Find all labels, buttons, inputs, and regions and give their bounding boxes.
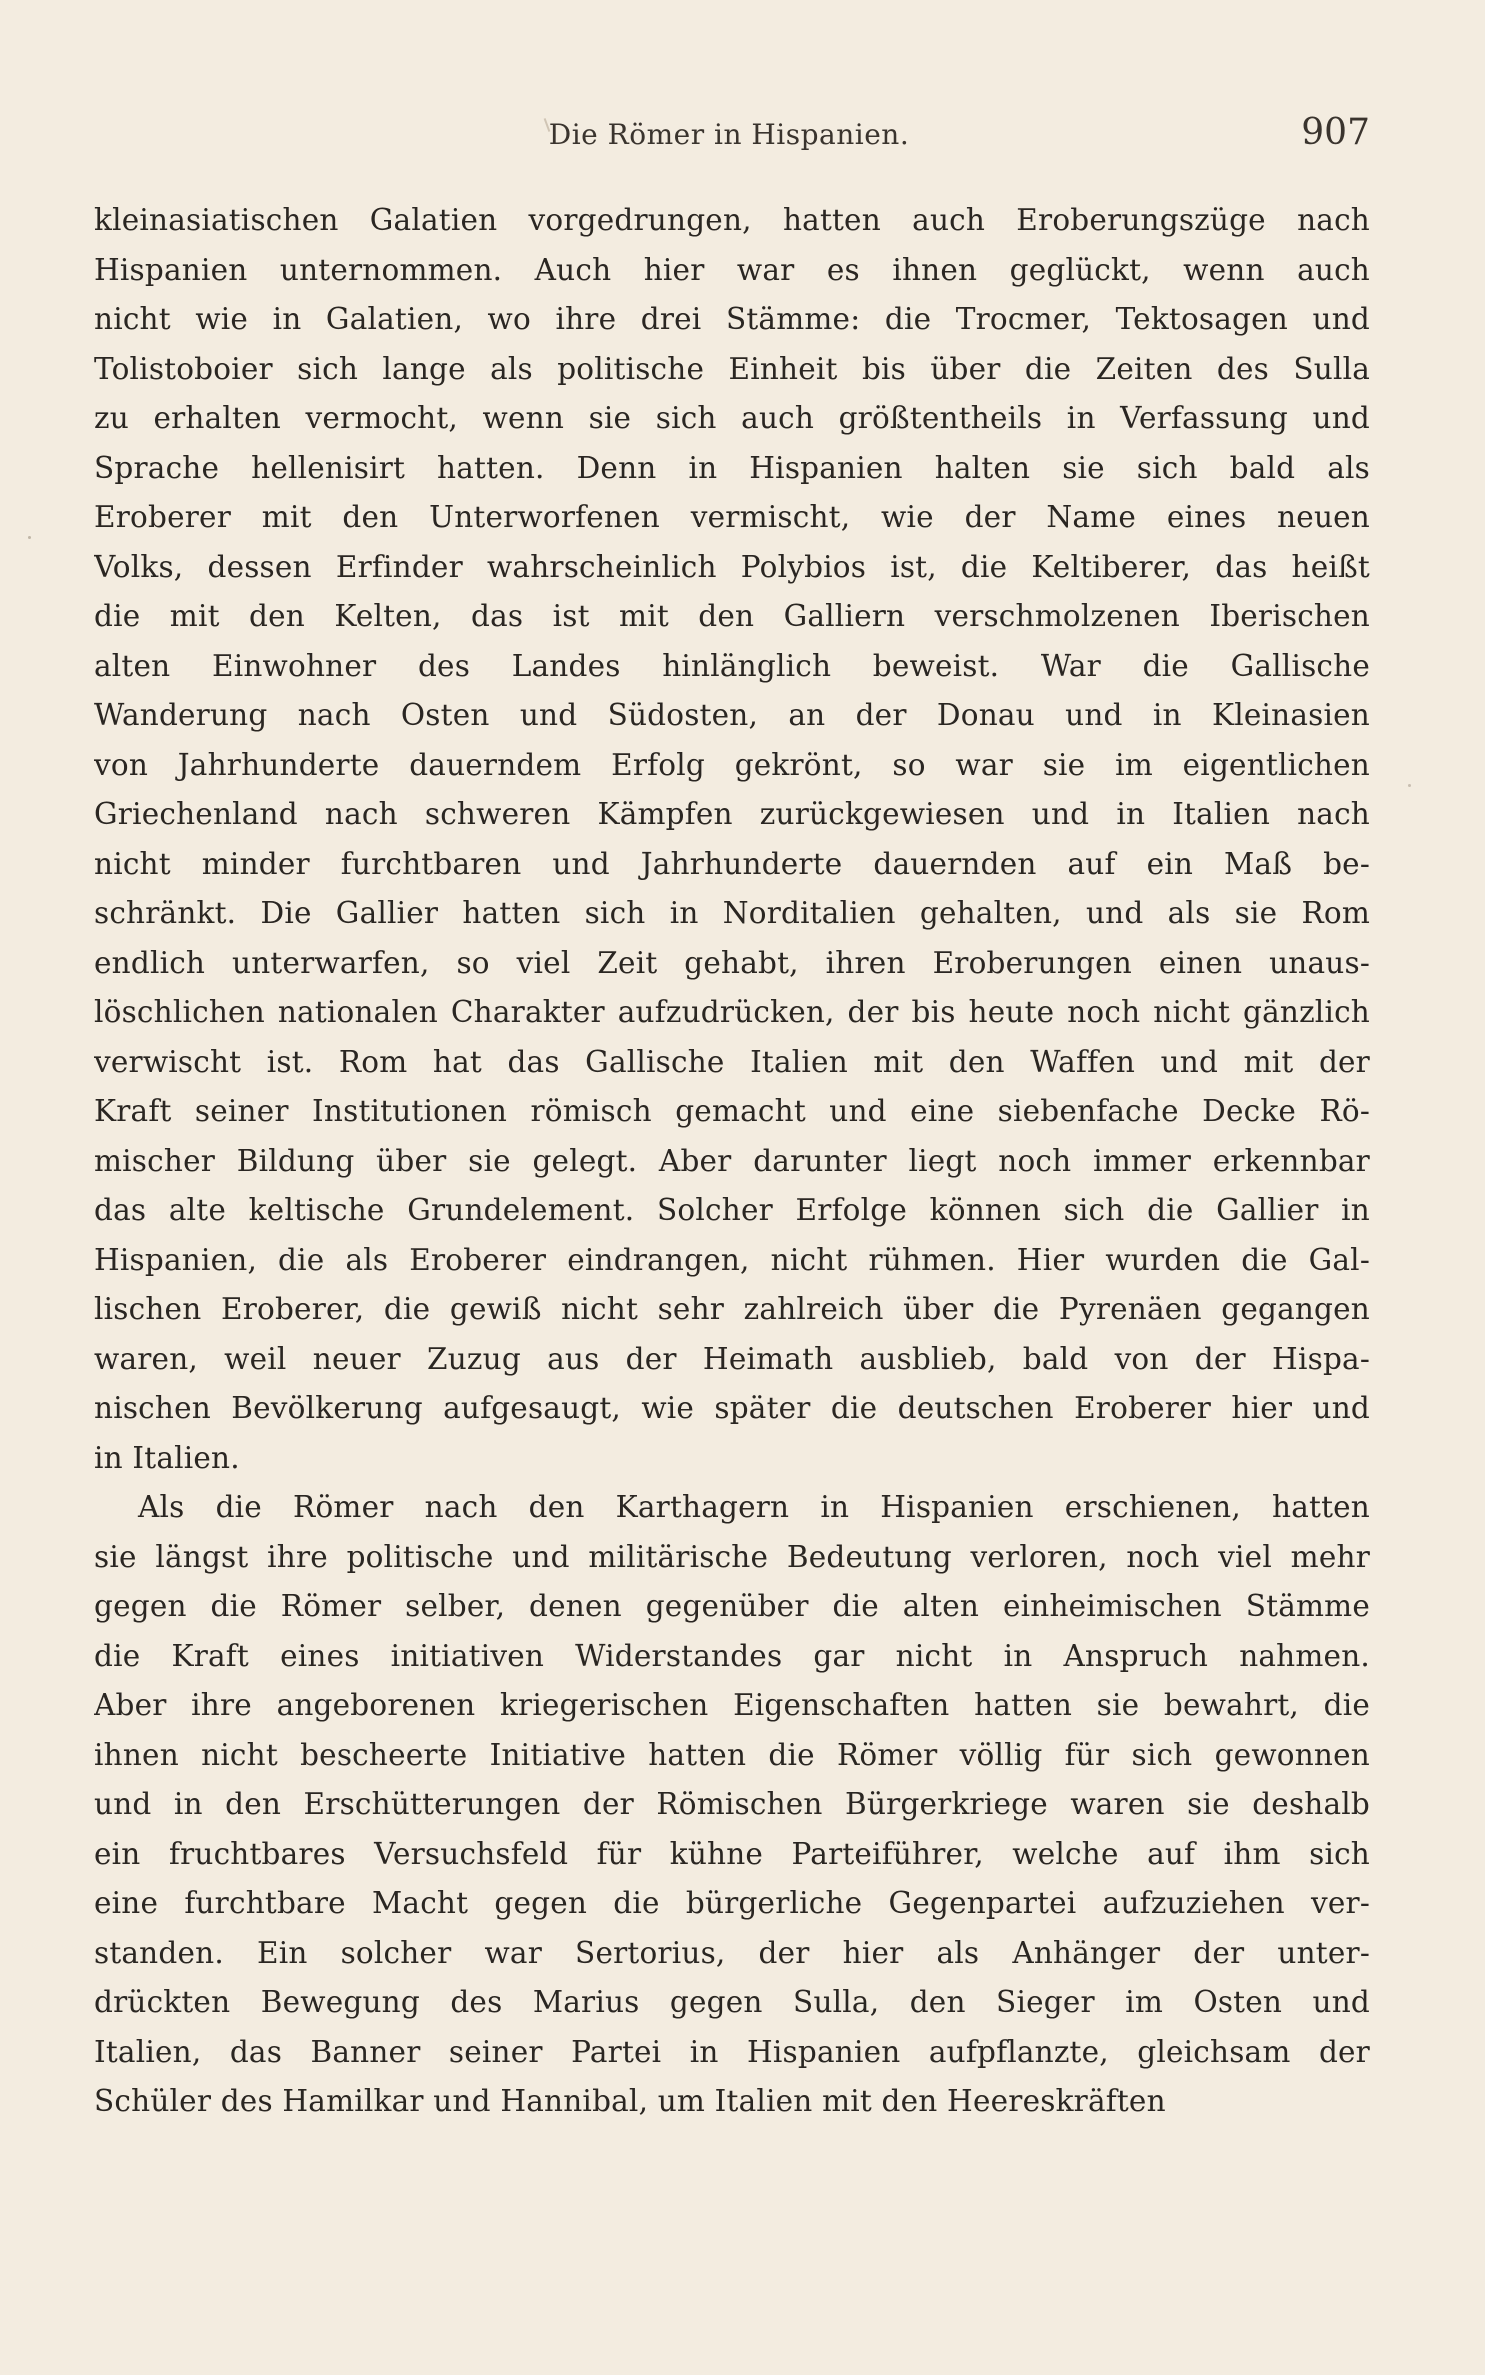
text-line: lischen Eroberer, die gewiß nicht sehr zahlreich über die Pyrenäen gegangen xyxy=(94,1292,1370,1326)
paper-speck xyxy=(1408,784,1411,787)
text-line: Als die Römer nach den Karthagern in Hispanien erschienen, hatten xyxy=(138,1490,1370,1524)
text-line: eine furchtbare Macht gegen die bürgerliche Gegenpartei aufzuziehen ver- xyxy=(94,1886,1370,1920)
text-line: Volks, dessen Erfinder wahrscheinlich Polybios ist, die Keltiberer, das heißt xyxy=(94,549,1370,584)
text-line: endlich unterwarfen, so viel Zeit gehabt, ihren Eroberungen einen unaus- xyxy=(94,945,1370,980)
text-line: die mit den Kelten, das ist mit den Galliern verschmolzenen Iberischen xyxy=(94,599,1370,633)
paper-speck xyxy=(28,536,31,539)
text-line: Griechenland nach schweren Kämpfen zurückgewiesen und in Italien nach xyxy=(94,797,1370,831)
text-line: mischer Bildung über sie gelegt. Aber darunter liegt noch immer erkennbar xyxy=(94,1143,1370,1178)
text-line: verwischt ist. Rom hat das Gallische Italien mit den Waffen und mit der xyxy=(94,1044,1370,1079)
text-line: gegen die Römer selber, denen gegenüber die alten einheimischen Stämme xyxy=(94,1589,1370,1623)
text-line: Schüler des Hamilkar und Hannibal, um Italien mit den Heereskräften xyxy=(94,2084,1166,2118)
text-line: Aber ihre angeborenen kriegerischen Eigenschaften hatten sie bewahrt, die xyxy=(94,1688,1370,1722)
text-line: waren, weil neuer Zuzug aus der Heimath ausblieb, bald von der Hispa- xyxy=(94,1341,1370,1376)
text-line: löschlichen nationalen Charakter aufzudrücken, der bis heute noch nicht gänzlich xyxy=(94,995,1370,1029)
text-line: sie längst ihre politische und militärische Bedeutung verloren, noch viel mehr xyxy=(94,1539,1370,1574)
text-line: alten Einwohner des Landes hinlänglich beweist. War die Gallische xyxy=(94,648,1370,683)
text-line: Wanderung nach Osten und Südosten, an der Donau und in Kleinasien xyxy=(94,698,1370,732)
text-line: drückten Bewegung des Marius gegen Sulla, den Sieger im Osten und xyxy=(94,1985,1370,2019)
text-line: und in den Erschütterungen der Römischen Bürgerkriege waren sie deshalb xyxy=(94,1787,1370,1821)
text-line: kleinasiatischen Galatien vorgedrungen, hatten auch Eroberungszüge nach xyxy=(94,203,1370,237)
body-text xyxy=(94,196,1370,2127)
text-line: ihnen nicht bescheerte Initiative hatten die Römer völlig für sich gewonnen xyxy=(94,1737,1370,1772)
text-line: standen. Ein solcher war Sertorius, der hier als Anhänger der unter- xyxy=(94,1935,1370,1970)
text-line: in Italien. xyxy=(94,1440,240,1475)
text-line: Sprache hellenisirt hatten. Denn in Hispanien halten sie sich bald als xyxy=(94,450,1370,485)
text-line: Kraft seiner Institutionen römisch gemacht und eine siebenfache Decke Rö- xyxy=(94,1094,1370,1128)
text-line: nicht minder furchtbaren und Jahrhunderte dauernden auf ein Maß be- xyxy=(94,846,1370,881)
text-line: Italien, das Banner seiner Partei in Hispanien aufpflanzte, gleichsam der xyxy=(94,2034,1370,2069)
text-line: Tolistoboier sich lange als politische Einheit bis über die Zeiten des Sulla xyxy=(94,351,1370,386)
text-line: ein fruchtbares Versuchsfeld für kühne Parteiführer, welche auf ihm sich xyxy=(94,1836,1370,1871)
text-line: nischen Bevölkerung aufgesaugt, wie später die deutschen Eroberer hier und xyxy=(94,1391,1370,1425)
text-line: Hispanien, die als Eroberer eindrangen, nicht rühmen. Hier wurden die Gal- xyxy=(94,1242,1370,1277)
text-line: zu erhalten vermocht, wenn sie sich auch größtentheils in Verfassung und xyxy=(94,401,1370,435)
text-line: Eroberer mit den Unterworfenen vermischt, wie der Name eines neuen xyxy=(94,500,1370,534)
text-line: das alte keltische Grundelement. Solcher Erfolge können sich die Gallier in xyxy=(94,1193,1370,1227)
page-number: 907 xyxy=(1301,112,1370,153)
text-line: Hispanien unternommen. Auch hier war es ihnen geglückt, wenn auch xyxy=(94,252,1370,287)
text-line: die Kraft eines initiativen Widerstandes gar nicht in Anspruch nahmen. xyxy=(94,1638,1370,1673)
text-line: nicht wie in Galatien, wo ihre drei Stämme: die Trocmer, Tektosagen und xyxy=(94,302,1370,336)
text-line: von Jahrhunderte dauerndem Erfolg gekrönt, so war sie im eigentlichen xyxy=(94,747,1370,782)
running-head xyxy=(88,112,1370,160)
running-title: Die Römer in Hispanien. xyxy=(548,118,910,151)
text-line: schränkt. Die Gallier hatten sich in Norditalien gehalten, und als sie Rom xyxy=(94,896,1370,930)
